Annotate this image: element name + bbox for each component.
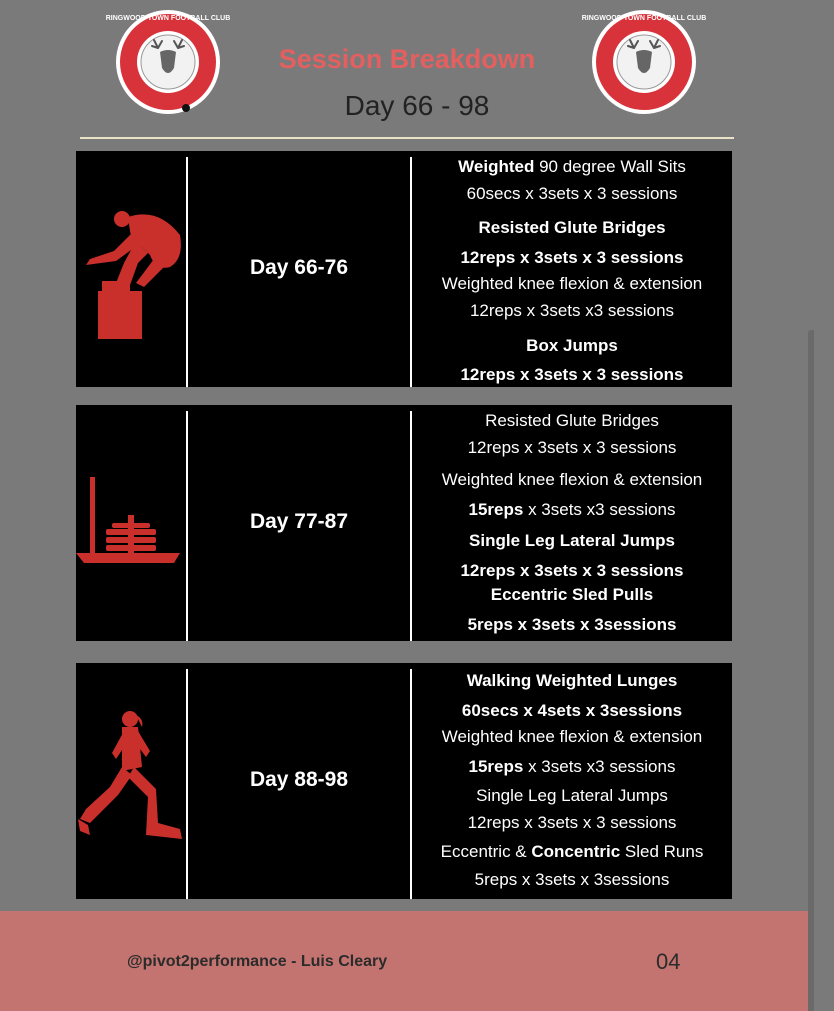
day-range: Day 88-98 [249,768,349,791]
logo-text: RINGWOOD TOWN FOOTBALL CLUB [581,15,707,22]
exercise-line [412,757,732,777]
line-text: x 3sets x3 sessions [523,500,676,519]
line-text: Weighted knee flexion & extension [441,470,703,489]
exercise-line [412,671,732,691]
line-text: Weighted knee flexion & extension [441,274,703,293]
line-bold-text: 5reps x 3sets x 3sessions [467,615,677,634]
exercise-line [412,157,732,177]
exercise-line [412,870,732,890]
line-text: 12reps x 3sets x3 sessions [469,301,675,320]
line-bold-text: 12reps x 3sets x 3 sessions [460,365,684,384]
exercise-line [412,438,732,458]
exercise-list [412,663,732,899]
exercise-line [412,411,732,431]
exercise-line [412,274,732,294]
line-text: Resisted Glute Bridges [485,411,659,430]
line-text: Weighted knee flexion & extension [441,727,703,746]
logo-text: RINGWOOD TOWN FOOTBALL CLUB [105,15,231,22]
line-bold-text: Single Leg Lateral Jumps [469,531,675,550]
exercise-line [412,184,732,204]
line-bold-text: Weighted [458,157,535,176]
line-text: 60secs x 3sets x 3 sessions [466,184,678,203]
exercise-line [412,531,732,551]
exercise-line [412,248,732,268]
divider [80,137,734,139]
session-block [76,663,732,899]
exercise-line [412,727,732,747]
author-credit: @pivot2performance - Luis Cleary [127,953,388,970]
page-subtitle: Day 66 - 98 [344,90,490,121]
lunge-icon [76,663,186,899]
line-bold-text: 12reps x 3sets x 3 sessions [460,561,684,580]
box-jump-icon [76,151,186,387]
line-text: Eccentric & [440,842,532,861]
line-bold-text: 60secs x 4sets x 3sessions [461,701,683,720]
line-text: 12reps x 3sets x 3 sessions [467,813,677,832]
exercise-line [412,336,732,356]
exercise-line [412,470,732,490]
line-text: 5reps x 3sets x 3sessions [474,870,670,889]
day-range: Day 66-76 [249,256,349,279]
scrollbar[interactable] [808,330,814,1011]
exercise-line [412,701,732,721]
line-text: 12reps x 3sets x 3 sessions [467,438,677,457]
sled-icon [76,405,186,641]
exercise-line [412,842,732,862]
exercise-line [412,615,732,635]
line-bold-text: 15reps [468,757,524,776]
exercise-line [412,500,732,520]
line-bold-text: Eccentric Sled Pulls [490,585,654,604]
exercise-line [412,301,732,321]
line-text: 90 degree Wall Sits [534,157,686,176]
page-title: Session Breakdown [278,44,536,74]
line-bold-text: Concentric [531,842,621,861]
exercise-list [412,405,732,641]
line-text: Single Leg Lateral Jumps [476,786,668,805]
line-bold-text: 15reps [468,500,524,519]
exercise-line [412,813,732,833]
exercise-line [412,786,732,806]
line-text: Sled Runs [620,842,704,861]
exercise-line [412,365,732,385]
line-bold-text: Resisted Glute Bridges [478,218,666,237]
line-bold-text: 12reps x 3sets x 3 sessions [460,248,684,267]
session-block [76,405,732,641]
line-bold-text: Walking Weighted Lunges [466,671,678,690]
line-bold-text: Box Jumps [526,336,618,355]
exercise-line [412,585,732,605]
exercise-line [412,561,732,581]
exercise-line [412,218,732,238]
line-text: x 3sets x3 sessions [523,757,676,776]
day-range: Day 77-87 [249,510,349,533]
page-number: 04 [656,949,681,974]
exercise-list [412,151,732,387]
session-block [76,151,732,387]
footer [0,911,808,1011]
